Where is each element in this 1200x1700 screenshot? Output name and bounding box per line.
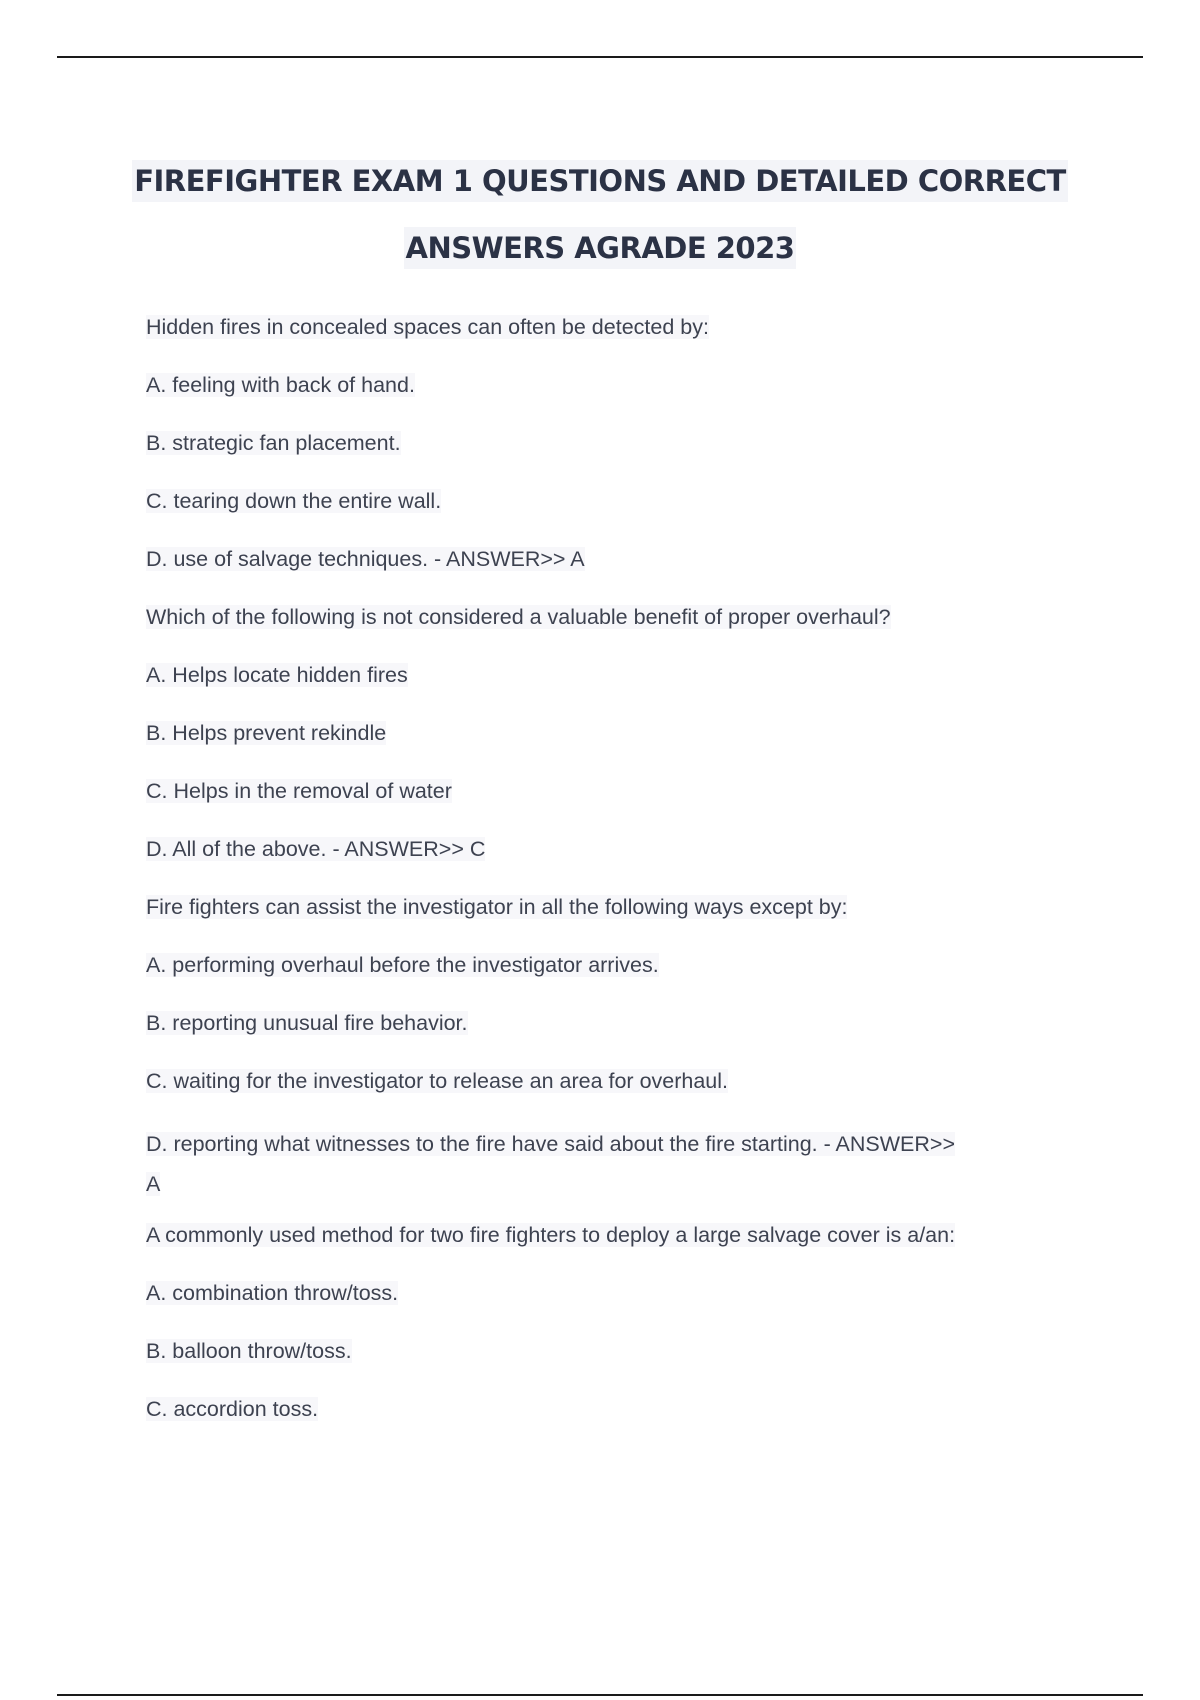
top-rule [57,56,1143,58]
document-title [0,160,1200,294]
answer-option-with-key: D. All of the above. - ANSWER>> C [146,837,486,861]
question-stem: Hidden fires in concealed spaces can often be detected by: [146,315,709,339]
question-stem: Fire fighters can assist the investigator in all the following ways except by: [146,895,848,919]
answer-option: A. performing overhaul before the investigator arrives. [146,953,659,977]
answer-option: A. Helps locate hidden fires [146,663,408,687]
answer-option: C. waiting for the investigator to release an area for overhaul. [146,1069,729,1093]
answer-option: B. strategic fan placement. [146,431,401,455]
answer-option: C. tearing down the entire wall. [146,489,442,513]
question-stem: A commonly used method for two fire fighters to deploy a large salvage cover is a/an: [146,1223,956,1247]
answer-option: C. accordion toss. [146,1397,319,1421]
question-stem: Which of the following is not considered a valuable benefit of proper overhaul? [146,605,891,629]
answer-option-with-key: D. use of salvage techniques. - ANSWER>> A [146,547,585,571]
title-line-2: ANSWERS AGRADE 2023 [404,227,797,269]
answer-option: C. Helps in the removal of water [146,779,452,803]
answer-option: B. balloon throw/toss. [146,1339,352,1363]
answer-option: B. Helps prevent rekindle [146,721,387,745]
document-body [146,312,1086,1452]
answer-option: A. combination throw/toss. [146,1281,399,1305]
answer-key-continuation: A [146,1172,161,1196]
answer-option: B. reporting unusual fire behavior. [146,1011,468,1035]
title-line-1: FIREFIGHTER EXAM 1 QUESTIONS AND DETAILED CORRECT [132,160,1068,202]
bottom-rule [57,1694,1143,1696]
answer-option-with-key: D. reporting what witnesses to the fire have said about the fire starting. - ANSWER>> A [146,1132,956,1196]
answer-option: A. feeling with back of hand. [146,373,415,397]
